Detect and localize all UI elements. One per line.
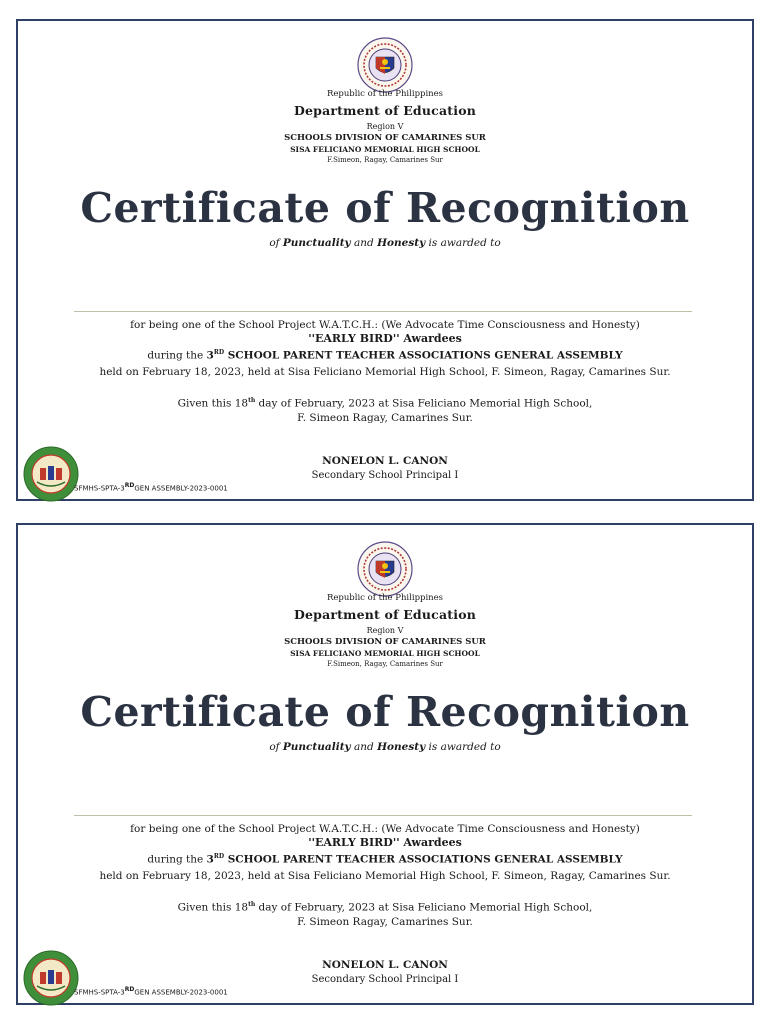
assembly-pre: during the	[147, 349, 207, 362]
body-line-project: for being one of the School Project W.A.T.C.H.: (We Advocate Time Consciousness and Honesty)	[130, 823, 640, 835]
department-name: Department of Education	[293, 103, 477, 118]
assembly-num: 3	[206, 349, 214, 362]
control-post: GEN ASSEMBLY-2023-0001	[134, 484, 228, 493]
given-line	[18, 901, 752, 914]
control-sup: RD	[124, 482, 135, 489]
given-post: day of February, 2023 at Sisa Feliciano Memorial High School,	[255, 901, 593, 914]
awarded-pre: of	[269, 237, 283, 249]
control-sup: RD	[124, 986, 135, 993]
awarded-line	[18, 237, 752, 249]
given-line-2: F. Simeon Ragay, Camarines Sur.	[297, 412, 473, 424]
control-number	[74, 986, 228, 996]
recipient-name-line	[74, 815, 692, 816]
body-line-awardees: ''EARLY BIRD'' Awardees	[308, 332, 462, 345]
body-line-assembly	[18, 349, 752, 362]
awarded-mid: and	[350, 741, 378, 753]
signatory-title: Secondary School Principal I	[311, 974, 459, 985]
awarded-line	[18, 741, 752, 753]
assembly-pre: during the	[147, 853, 207, 866]
department-name: Department of Education	[293, 607, 477, 622]
value-honesty: Honesty	[377, 237, 426, 249]
value-honesty: Honesty	[377, 741, 426, 753]
body-line-held: held on February 18, 2023, held at Sisa Feliciano Memorial High School, F. Simeon, Ragay, Camarines Sur.	[99, 366, 671, 378]
given-sup: th	[248, 901, 256, 908]
division-name: SCHOOLS DIVISION OF CAMARINES SUR	[284, 133, 486, 143]
given-post: day of February, 2023 at Sisa Feliciano Memorial High School,	[255, 397, 593, 410]
value-punctuality: Punctuality	[282, 741, 351, 753]
certificate-2	[16, 523, 754, 1005]
awarded-post: is awarded to	[425, 237, 501, 249]
body-line-project: for being one of the School Project W.A.T.C.H.: (We Advocate Time Consciousness and Honesty)	[130, 319, 640, 331]
signatory-name: NONELON L. CANON	[322, 455, 448, 467]
body-line-held: held on February 18, 2023, held at Sisa Feliciano Memorial High School, F. Simeon, Ragay, Camarines Sur.	[99, 870, 671, 882]
given-pre: Given this 18	[177, 901, 249, 914]
republic-line: Republic of the Philippines	[326, 593, 444, 603]
assembly-sup: RD	[213, 853, 225, 860]
deped-seal-icon	[357, 37, 413, 93]
school-name: SISA FELICIANO MEMORIAL HIGH SCHOOL	[290, 145, 480, 154]
assembly-num: 3	[206, 853, 214, 866]
given-line	[18, 397, 752, 410]
awarded-mid: and	[350, 237, 378, 249]
given-line-2: F. Simeon Ragay, Camarines Sur.	[297, 916, 473, 928]
school-address: F.Simeon, Ragay, Camarines Sur	[327, 660, 443, 668]
certificate-title: Certificate of Recognition	[80, 184, 690, 232]
control-pre: SFMHS-SPTA-3	[74, 484, 125, 493]
region-line: Region V	[366, 626, 404, 635]
assembly-sup: RD	[213, 349, 225, 356]
control-pre: SFMHS-SPTA-3	[74, 988, 125, 997]
school-address: F.Simeon, Ragay, Camarines Sur	[327, 156, 443, 164]
division-name: SCHOOLS DIVISION OF CAMARINES SUR	[284, 637, 486, 647]
control-number	[74, 482, 228, 492]
given-pre: Given this 18	[177, 397, 249, 410]
body-line-awardees: ''EARLY BIRD'' Awardees	[308, 836, 462, 849]
deped-seal-icon	[357, 541, 413, 597]
certificate-title: Certificate of Recognition	[80, 688, 690, 736]
body-line-assembly	[18, 853, 752, 866]
certificate-1	[16, 19, 754, 501]
control-post: GEN ASSEMBLY-2023-0001	[134, 988, 228, 997]
awarded-post: is awarded to	[425, 741, 501, 753]
region-line: Region V	[366, 122, 404, 131]
assembly-post: SCHOOL PARENT TEACHER ASSOCIATIONS GENERAL ASSEMBLY	[224, 853, 623, 866]
signatory-title: Secondary School Principal I	[311, 470, 459, 481]
school-name: SISA FELICIANO MEMORIAL HIGH SCHOOL	[290, 649, 480, 658]
given-sup: th	[248, 397, 256, 404]
signatory-name: NONELON L. CANON	[322, 959, 448, 971]
value-punctuality: Punctuality	[282, 237, 351, 249]
recipient-name-line	[74, 311, 692, 312]
assembly-post: SCHOOL PARENT TEACHER ASSOCIATIONS GENERAL ASSEMBLY	[224, 349, 623, 362]
republic-line: Republic of the Philippines	[326, 89, 444, 99]
awarded-pre: of	[269, 741, 283, 753]
